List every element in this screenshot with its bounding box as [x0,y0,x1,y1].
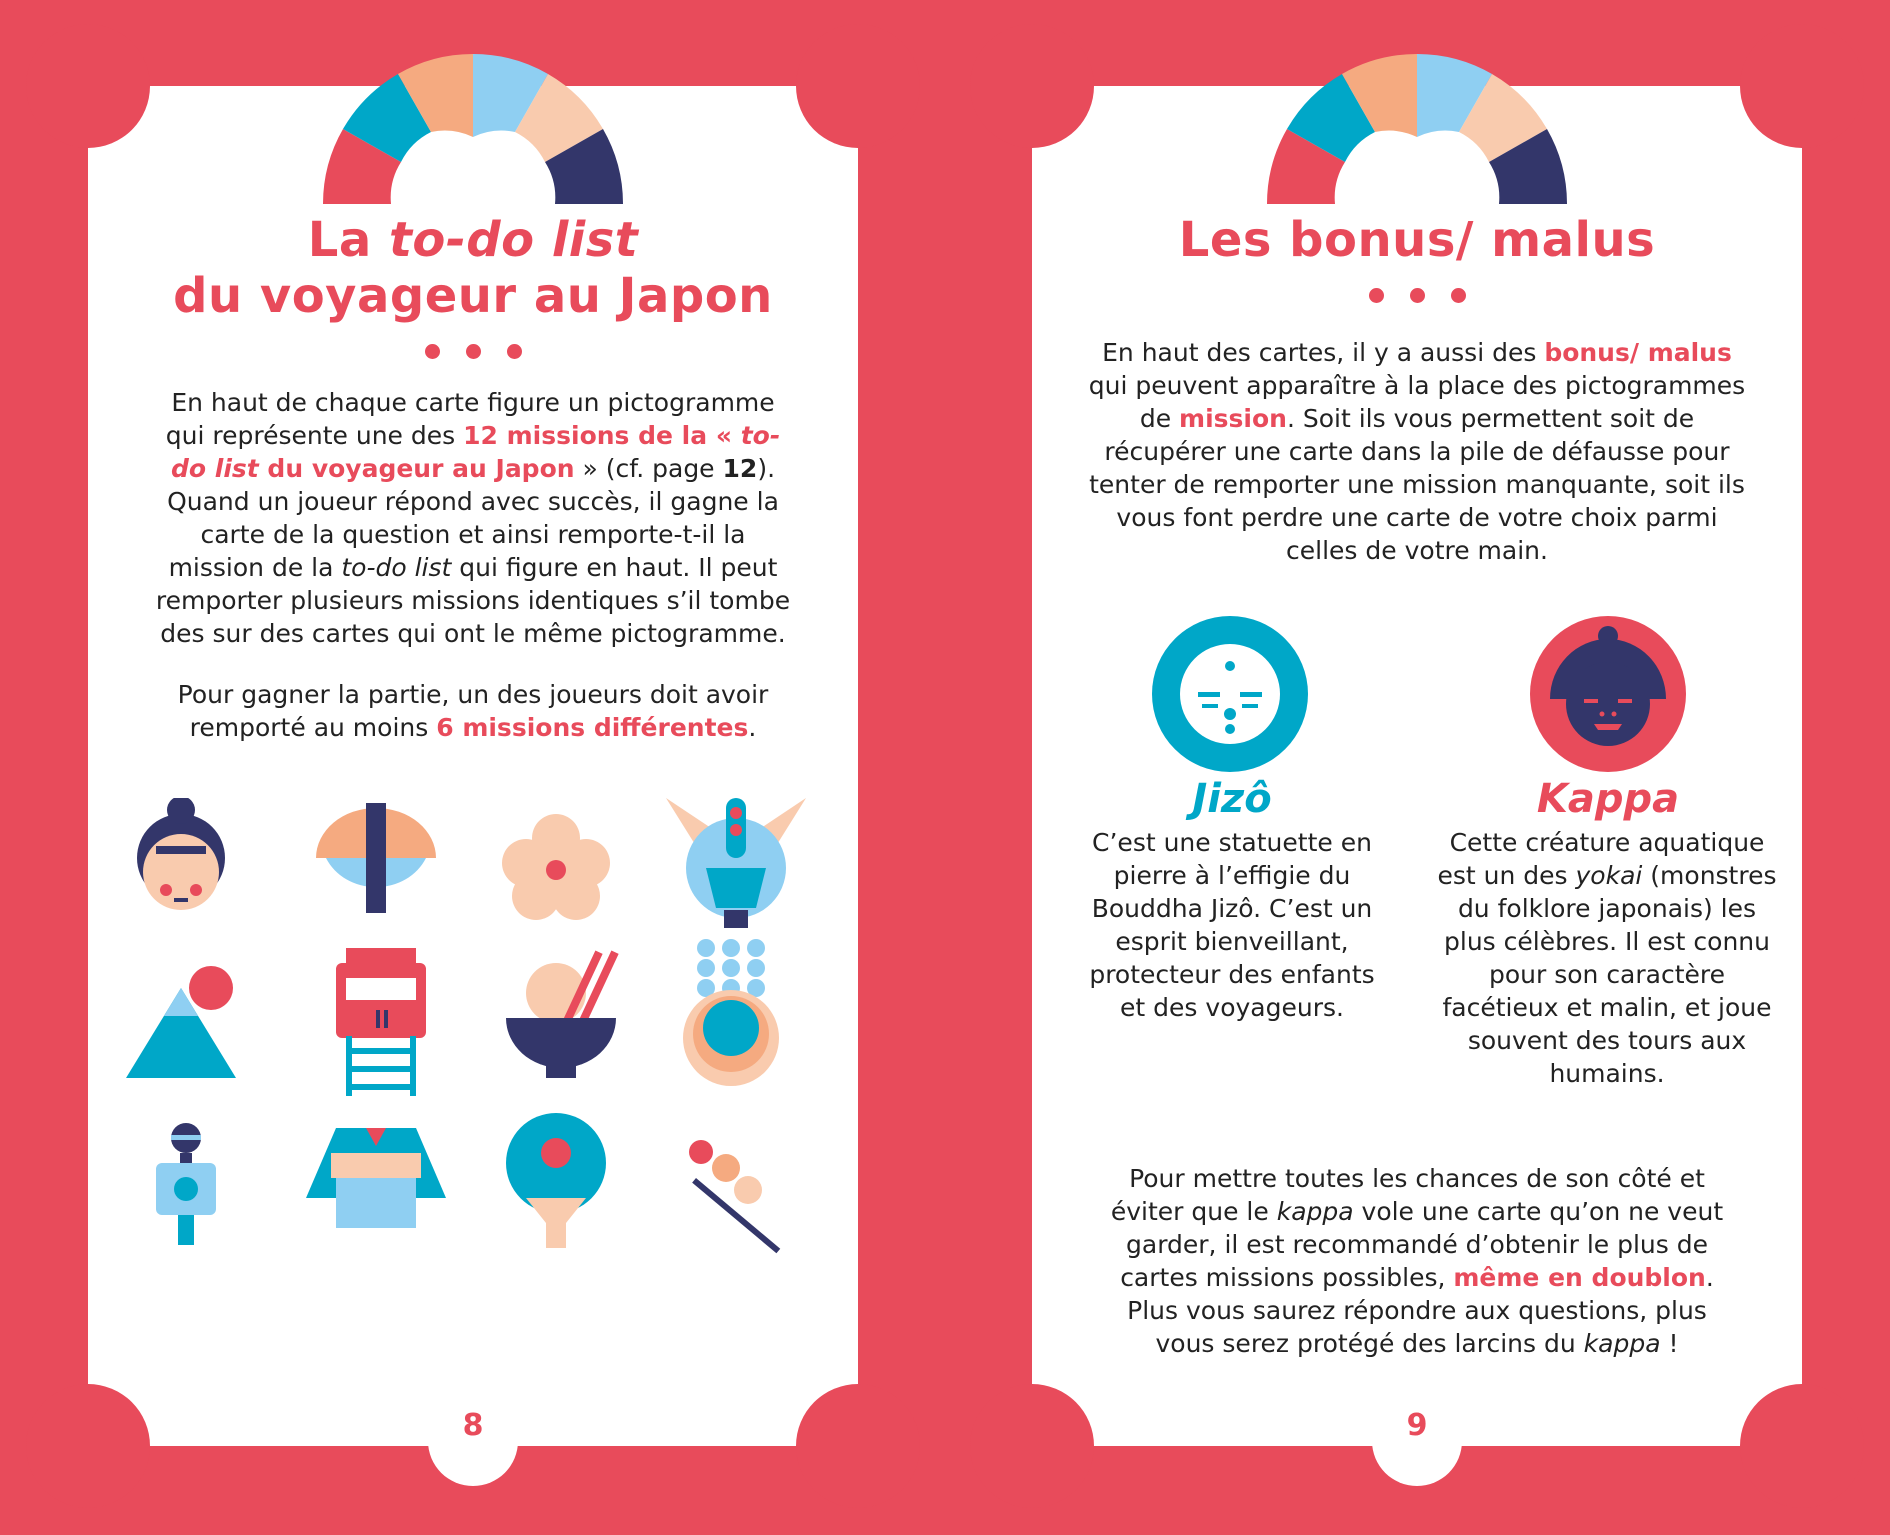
card-page-8 [88,86,858,1446]
rainbow-arc-icon [323,54,623,204]
sumo-icon [137,798,225,910]
bonus-malus-paragraph: En haut des cartes, il y a aussi des bonus/ malus qui peuvent apparaître à la place des pictogrammes de mission. Soit ils vous permettent soit de récupérer une carte dans la pile de défausse pour tenter de remporter une mission manquante, soit ils vous font perdre une carte de votre choix parmi celles de votre main. [1088,338,1746,565]
rainbow-arc-icon [1267,54,1567,204]
sushi-icon [316,803,436,913]
samurai-helmet-icon [666,798,806,928]
card-corner-notch [1740,24,1864,148]
jizo-icon [1150,614,1310,774]
train-icon [336,948,426,1096]
card-corner-notch [970,24,1094,148]
card-corner-notch [970,1384,1094,1508]
title-dots [1032,288,1802,307]
uchiwa-fan-icon [506,1113,606,1248]
rules-paragraph: En haut de chaque carte figure un pictogramme qui représente une des 12 missions de la « to-do list du voyageur au Japon » (cf. page 12). Quand un joueur répond avec succès, il gagne la carte de la question et ainsi remporte-t-il la mission de la to-do list qui figure en haut. Il peut remporter plusieurs missions identiques s’il tombe des sur des cartes qui ont le même pictogramme. [155,388,791,648]
page-number-badge: 8 [428,1396,518,1486]
page-title: Les bonus/ malus [1178,212,1656,268]
kappa-name: Kappa [1536,776,1680,822]
page-number-badge: 9 [1372,1396,1462,1486]
card-corner-notch [26,1384,150,1508]
karaoke-microphone-icon [156,1123,216,1245]
jizo-description: C’est une statuette en pierre à l’effigie du Bouddha Jizô. C’est un esprit bienveillant, protecteur des enfants et des voyageurs. [1089,828,1375,1022]
kappa-description: Cette créature aquatique est un des yokai (monstres du folklore japonais) les plus célèbres. Il est connu pour son caractère facétieux et malin, et joue souvent des tours aux humains. [1437,828,1777,1088]
kimono-icon [306,1128,446,1228]
win-condition-paragraph: Pour gagner la partie, un des joueurs doit avoir remporté au moins 6 missions différentes. [177,680,769,742]
mount-fuji-icon [126,966,236,1078]
rice-bowl-icon [506,951,619,1078]
card-page-9 [1032,86,1802,1446]
jizo-name: Jizô [1192,776,1272,822]
title-dots [88,344,858,363]
mission-icons-grid [116,798,836,1258]
card-corner-notch [796,24,920,148]
strategy-paragraph: Pour mettre toutes les chances de son côté et éviter que le kappa vole une carte qu’on ne veut garder, il est recommandé d’obtenir le plus de cartes missions possibles, même en doublon. Plus vous saurez répondre aux questions, plus vous serez protégé des larcins du kappa ! [1110,1164,1724,1358]
dango-skewer-icon [683,939,779,1086]
page-title: La to-do list du voyageur au Japon [173,212,773,324]
card-corner-notch [796,1384,920,1508]
dango-icon [689,1140,780,1253]
card-corner-notch [26,24,150,148]
cherry-blossom-icon [502,814,610,920]
card-corner-notch [1740,1384,1864,1508]
kappa-icon [1528,614,1688,774]
